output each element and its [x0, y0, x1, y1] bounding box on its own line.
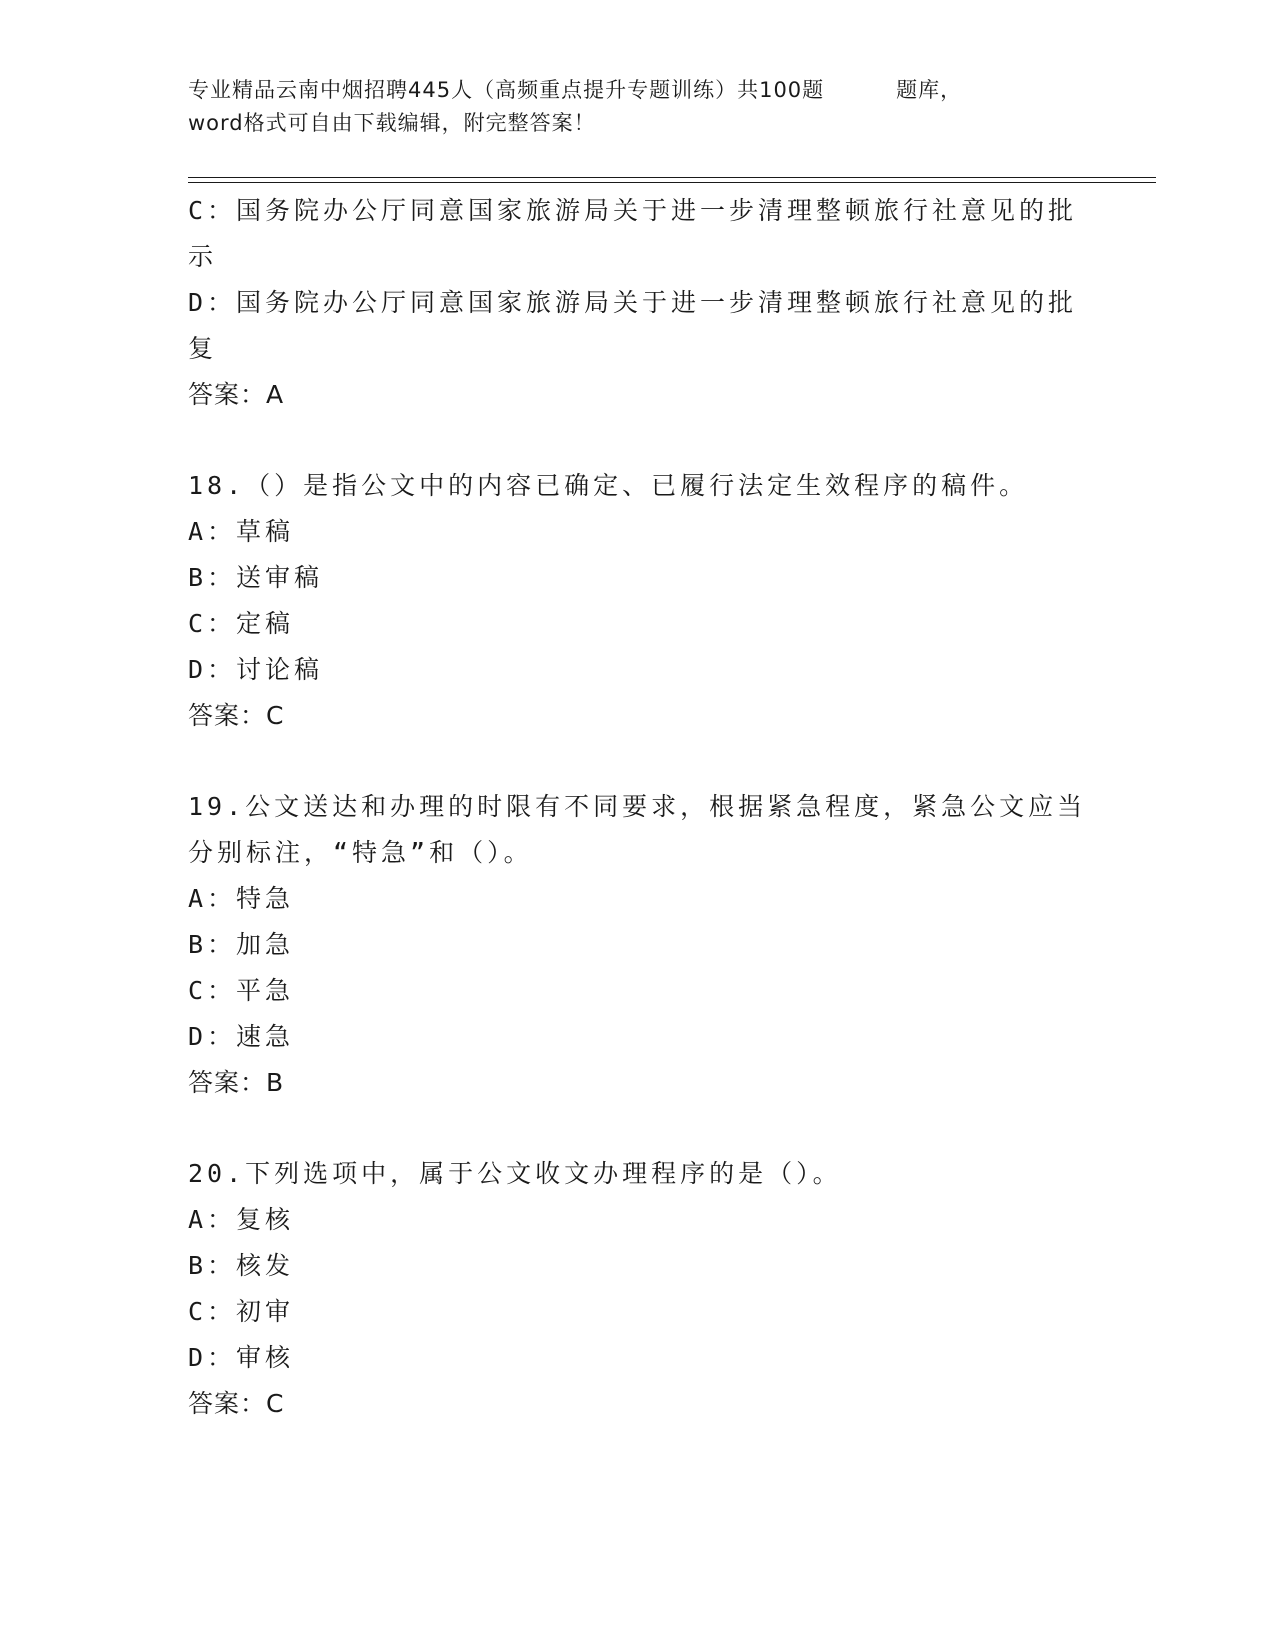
- header-title: 专业精品云南中烟招聘445人（高频重点提升专题训练）共100题: [188, 78, 825, 102]
- header-line-1: [188, 74, 1088, 107]
- option-a: A：特急: [188, 884, 295, 913]
- page-header: [188, 74, 1088, 140]
- option-c: C：定稿: [188, 609, 295, 638]
- option-d-continued: 复: [188, 334, 218, 363]
- option-d: D：讨论稿: [188, 655, 324, 684]
- question-stem: 18.（）是指公文中的内容已确定、已履行法定生效程序的稿件。: [188, 471, 1029, 500]
- answer: 答案：C: [188, 1389, 285, 1418]
- option-a: A：草稿: [188, 517, 295, 546]
- option-d: D：速急: [188, 1022, 295, 1051]
- option-d: D：审核: [188, 1343, 295, 1372]
- answer: 答案：B: [188, 1068, 285, 1097]
- header-line-2: word格式可自由下载编辑，附完整答案！: [188, 111, 596, 135]
- option-b: B：送审稿: [188, 563, 324, 592]
- header-divider-top: [188, 177, 1156, 178]
- question-18: [188, 463, 1088, 739]
- option-d: D：国务院办公厅同意国家旅游局关于进一步清理整顿旅行社意见的批: [188, 288, 1078, 317]
- option-c: C：平急: [188, 976, 295, 1005]
- option-c: C：初审: [188, 1297, 295, 1326]
- question-stem: 19.公文送达和办理的时限有不同要求，根据紧急程度，紧急公文应当: [188, 792, 1087, 821]
- option-a: A：复核: [188, 1205, 295, 1234]
- question-19: [188, 784, 1088, 1106]
- option-b: B：核发: [188, 1251, 295, 1280]
- question-stem: 20.下列选项中，属于公文收文办理程序的是（）。: [188, 1159, 842, 1188]
- question-list: [188, 188, 1088, 1427]
- answer: 答案：C: [188, 701, 285, 730]
- option-c-continued: 示: [188, 242, 218, 271]
- option-c: C：国务院办公厅同意国家旅游局关于进一步清理整顿旅行社意见的批: [188, 196, 1078, 225]
- question-20: [188, 1151, 1088, 1427]
- question-stem-continued: 分别标注，“特急”和（）。: [188, 838, 533, 867]
- answer: 答案：A: [188, 380, 285, 409]
- header-title-suffix: 题库，: [896, 78, 963, 102]
- option-b: B：加急: [188, 930, 295, 959]
- header-divider-bottom: [188, 182, 1156, 183]
- question-17-continued: [188, 188, 1088, 418]
